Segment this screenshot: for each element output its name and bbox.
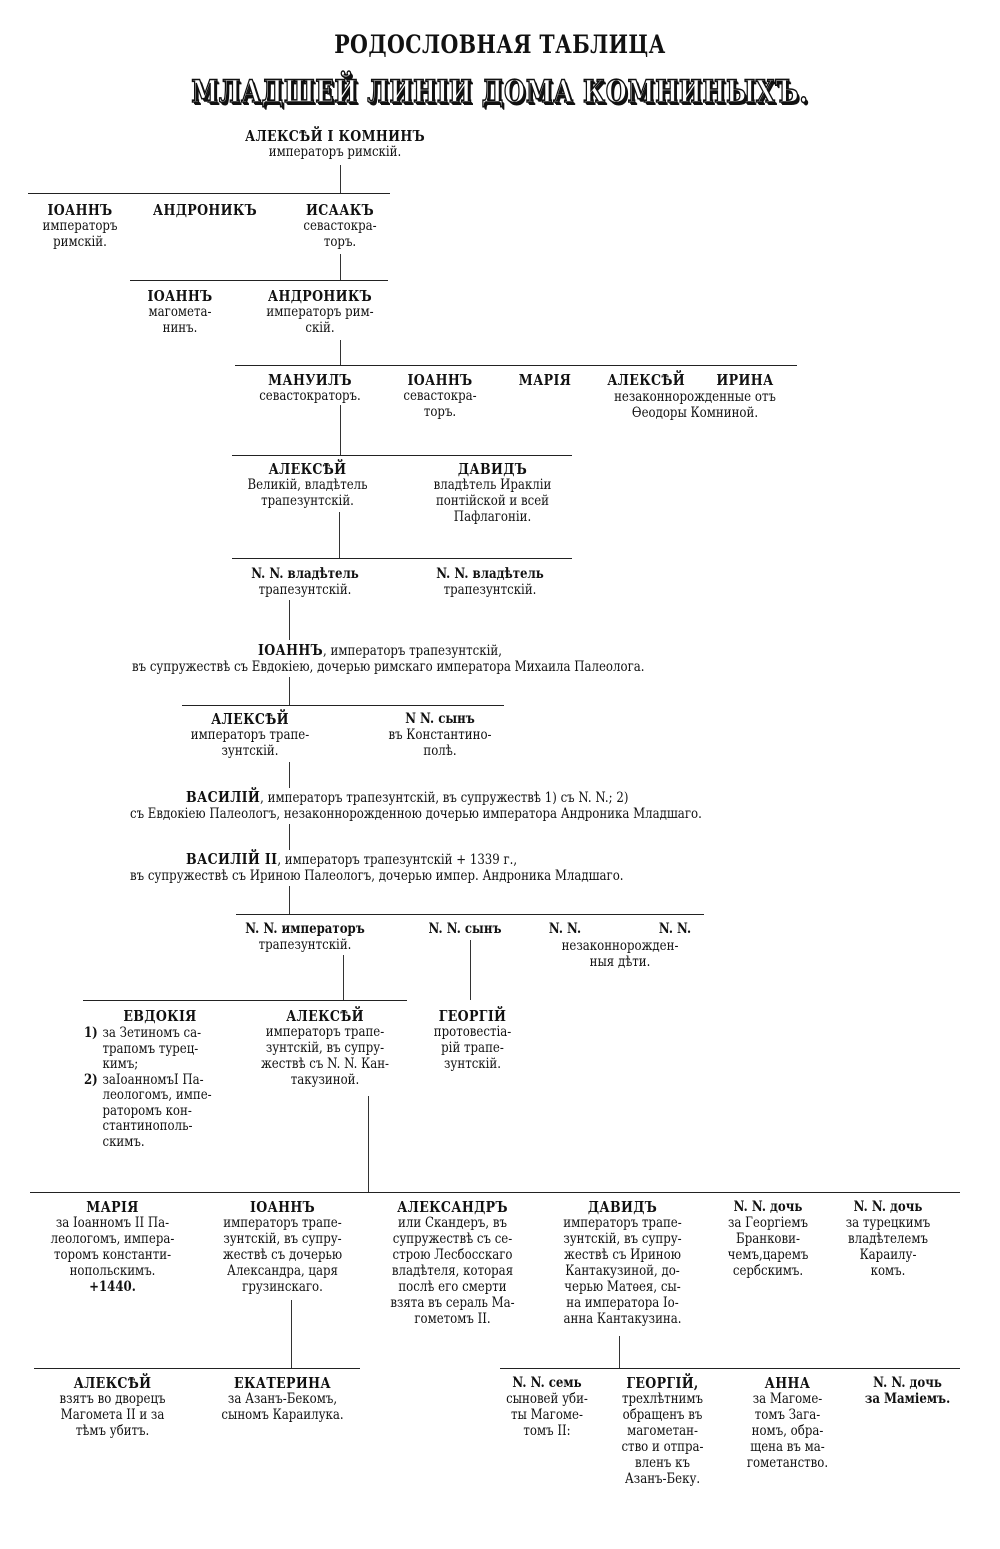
connector — [340, 405, 341, 455]
person-desc: взятъ во дворецъ — [59, 1391, 166, 1407]
person-david-emperor — [553, 1199, 692, 1327]
person-name: ГЕОРГІЙ — [438, 1007, 507, 1025]
person-desc: императоръ рим- — [266, 304, 374, 320]
person-desc: грузинскаго. — [242, 1279, 323, 1295]
person-desc: N N. сынъ — [405, 711, 475, 727]
person-desc: трапезунтскій. — [258, 937, 352, 953]
person-desc: N. N. — [658, 921, 692, 937]
person-name: АЛЕКСѢЙ — [73, 1374, 152, 1392]
person-desc: N. N. владѣтель — [436, 566, 544, 582]
person-name: МАРІЯ — [86, 1198, 139, 1216]
person-andronik — [150, 202, 259, 218]
person-desc: ство и отпра- — [621, 1439, 704, 1455]
connector — [339, 512, 340, 558]
generation-line — [182, 705, 504, 706]
person-desc: на императора Іо- — [566, 1295, 679, 1311]
person-name: АНДРОНИКЪ — [267, 287, 373, 305]
person-name: ІОАННЪ — [147, 287, 213, 305]
person-name: АЛЕКСѢЙ — [286, 1007, 364, 1025]
person-desc: за турецкимъ — [845, 1215, 931, 1231]
page-subtitle: МЛАДШЕЙ ЛИНІИ ДОМА КОМНИНЫХЪ. — [191, 74, 809, 110]
person-desc: такузиной. — [290, 1072, 360, 1088]
person-desc: томъ II: — [523, 1423, 571, 1439]
page-title: РОДОСЛОВНАЯ ТАБЛИЦА — [334, 30, 666, 59]
person-desc: полѣ. — [423, 743, 457, 759]
person-desc: владѣтелемъ — [848, 1231, 928, 1247]
person-desc: N. N. дочь — [873, 1375, 942, 1391]
person-desc: Великій, владѣтель — [247, 477, 368, 493]
person-desc: торъ. — [323, 234, 357, 250]
person-name: МАНУИЛЪ — [268, 371, 352, 389]
person-desc: черью Матѳея, сы- — [564, 1279, 681, 1295]
person-desc: сыновей уби- — [506, 1391, 588, 1407]
person-desc: Магомета II и за — [60, 1407, 165, 1423]
note-line: незаконнорожденные отъ — [614, 389, 776, 405]
generation-line — [34, 1368, 360, 1369]
person-desc: , императоръ трапезунтскій + 1339 г., — [277, 852, 518, 868]
connector — [340, 254, 341, 280]
ioann-line2: въ супружествѣ съ Евдокіею, дочерью римскаго императора Михаила Палеолога. — [132, 659, 645, 675]
person-ekaterina — [209, 1375, 356, 1423]
person-desc: трапезунтскій. — [261, 493, 354, 509]
person-desc: въ Константино- — [388, 727, 492, 743]
person-desc: зунтскій, въ супру- — [265, 1040, 385, 1056]
person-name: ИСААКЪ — [305, 201, 374, 219]
note-line: Ѳеодоры Комниной. — [631, 405, 759, 421]
person-evdokia-name — [122, 1008, 198, 1024]
person-desc: зунтскій, въ супру- — [223, 1231, 342, 1247]
person-ioann-sevastokrator — [394, 372, 486, 420]
person-nn-illegitimate-1 — [540, 921, 590, 937]
person-georgii-three-year — [614, 1375, 711, 1487]
marriage-1: 1) за Зетиномъ са- — [84, 1025, 202, 1041]
person-desc: императоръ трапе- — [223, 1215, 342, 1231]
person-david — [419, 461, 566, 525]
person-desc: севастократоръ. — [259, 388, 361, 404]
person-desc: N. N. владѣтель — [251, 566, 359, 582]
person-desc: жествѣ съ Ириною — [564, 1247, 681, 1263]
person-aleksei-kantakuzina — [258, 1008, 392, 1088]
person-desc: нинъ. — [162, 320, 198, 336]
person-desc: Кантакузиной, до- — [565, 1263, 680, 1279]
person-desc: за Георгіемъ — [727, 1215, 809, 1231]
person-name: ЕВДОКІЯ — [123, 1007, 197, 1025]
person-desc: императоръ трапе- — [563, 1215, 682, 1231]
person-desc: строю Лесбосскаго — [392, 1247, 513, 1263]
connector — [289, 886, 290, 914]
person-desc: тѣмъ убитъ. — [75, 1423, 150, 1439]
death-year: +1440. — [89, 1279, 136, 1295]
person-manuil — [251, 372, 369, 404]
person-desc: Пафлагоніи. — [453, 509, 532, 525]
connector — [291, 1300, 292, 1368]
person-maria — [511, 372, 578, 388]
person-desc: зунтскій. — [444, 1056, 501, 1072]
person-name: АЛЕКСАНДРЪ — [397, 1198, 508, 1216]
person-andronik-emperor — [257, 288, 383, 336]
person-desc: , императоръ трапезунтскій, — [323, 643, 502, 659]
person-desc: щена въ ма- — [750, 1439, 825, 1455]
illegitimate-children-note — [549, 938, 692, 970]
person-desc: за Маміемъ. — [864, 1391, 951, 1407]
vasilii2-line2: въ супружествѣ съ Ириною Палеологъ, дочерью импер. Андроника Младшаго. — [130, 868, 624, 884]
person-desc: номъ, обра- — [751, 1423, 824, 1439]
generation-line — [30, 1192, 960, 1193]
vasilii-line2: съ Евдокіею Палеологъ, незаконнорожденною дочерью императора Андроника Младшаго. — [130, 806, 702, 822]
person-name: ЕКАТЕРИНА — [234, 1374, 331, 1392]
person-name: АНДРОНИКЪ — [152, 201, 258, 219]
generation-line — [235, 365, 797, 366]
person-nn-illegitimate-2 — [650, 921, 700, 937]
person-name: МАРІЯ — [518, 371, 572, 389]
person-desc: сыномъ Караилука. — [221, 1407, 344, 1423]
person-desc: N. N. дочь — [733, 1199, 803, 1215]
connector — [289, 762, 290, 788]
connector — [368, 1096, 369, 1192]
person-nn-vladetel-1 — [234, 566, 377, 598]
person-aleksei-emperor — [183, 711, 317, 759]
generation-line — [232, 558, 572, 559]
person-desc: жествѣ съ дочерью — [222, 1247, 343, 1263]
person-desc: взята въ сераль Ма- — [390, 1295, 515, 1311]
person-nn-emperor — [238, 921, 372, 953]
person-desc: или Скандеръ, въ — [398, 1215, 507, 1231]
person-name: ІОАННЪ — [47, 201, 113, 219]
person-desc: севастокра- — [303, 218, 377, 234]
vasilii-line1 — [186, 789, 628, 806]
person-desc: Бранкови- — [736, 1231, 800, 1247]
person-desc: за Магоме- — [752, 1391, 823, 1407]
person-desc: торъ. — [423, 404, 457, 420]
connector — [470, 940, 471, 1000]
person-desc: императоръ трапе- — [265, 1024, 385, 1040]
person-desc: владѣтель Иракліи — [433, 477, 552, 493]
person-desc: , императоръ трапезунтскій, въ супружествѣ 1) съ N. N.; 2) — [260, 790, 629, 806]
person-name: ДАВИДЪ — [457, 460, 528, 478]
person-desc: за Іоанномъ II Па- — [55, 1215, 170, 1231]
person-aleksandr — [383, 1199, 522, 1327]
person-name: АЛЕКСѢЙ — [268, 460, 347, 478]
person-desc: N. N. семь — [512, 1375, 582, 1391]
person-desc: чемъ,царемъ — [727, 1247, 809, 1263]
person-ioann — [30, 202, 131, 250]
connector — [340, 165, 341, 193]
ioann-line1 — [258, 642, 502, 659]
person-desc: N. N. — [548, 921, 582, 937]
person-desc: послѣ его смерти — [398, 1279, 507, 1295]
person-desc: скій. — [305, 320, 335, 336]
connector — [289, 677, 290, 705]
person-maria-paleolog — [43, 1199, 182, 1295]
person-nn-daughter-mamiem — [859, 1375, 956, 1407]
person-name: АННА — [764, 1374, 811, 1392]
person-name: ІОАННЪ — [407, 371, 473, 389]
person-name: ВАСИЛІЙ — [186, 788, 261, 806]
person-desc: Азанъ-Беку. — [624, 1471, 701, 1487]
root-name: АЛЕКСѢЙ I КОМНИНЪ — [244, 127, 426, 145]
person-irina — [707, 372, 783, 388]
person-ioann-gruzinskago — [213, 1199, 352, 1295]
person-nn-seven-sons — [501, 1375, 593, 1439]
person-desc: севастокра- — [403, 388, 477, 404]
generation-line — [83, 1000, 407, 1001]
note-line: незаконнорожден- — [561, 938, 679, 954]
person-ioann-magometanin — [134, 288, 226, 336]
generation-line — [232, 455, 572, 456]
person-desc: N. N. дочь — [853, 1199, 923, 1215]
person-desc: N. N. сынъ — [428, 921, 502, 937]
person-desc: анна Кантакузина. — [563, 1311, 682, 1327]
person-name: АЛЕКСѢЙ — [607, 371, 686, 389]
person-desc: леологомъ, импера- — [50, 1231, 175, 1247]
connector — [289, 824, 290, 850]
person-desc: жествѣ съ N. N. Кан- — [260, 1056, 390, 1072]
person-desc: римскій. — [53, 234, 107, 250]
person-desc: трапезунтскій. — [258, 582, 352, 598]
person-nn-son-constantinople — [377, 711, 503, 759]
person-desc: магомета- — [148, 304, 212, 320]
generation-line — [130, 280, 388, 281]
person-desc: N. N. императоръ — [245, 921, 365, 937]
generation-line — [500, 1368, 960, 1369]
person-nn-vladetel-2 — [419, 566, 562, 598]
person-desc: трехлѣтнимъ — [621, 1391, 704, 1407]
person-desc: обращенъ въ — [622, 1407, 703, 1423]
note-line: ныя дѣти. — [589, 954, 651, 970]
person-desc: супружествѣ съ се- — [392, 1231, 513, 1247]
connector — [289, 600, 290, 640]
person-desc: магометан- — [627, 1423, 698, 1439]
person-georgii-protovestiarii — [424, 1008, 521, 1072]
person-nn-daughter-karailuk — [841, 1199, 935, 1279]
person-desc: императоръ — [42, 218, 118, 234]
person-desc: Караилу- — [859, 1247, 917, 1263]
person-desc: протовестіа- — [433, 1024, 512, 1040]
illegitimate-note — [603, 389, 788, 421]
person-desc: вленъ къ — [635, 1455, 690, 1471]
person-desc: понтійской и всей — [435, 493, 550, 509]
marriage-2: 2) заІоанномъІ Па- — [84, 1071, 204, 1088]
vasilii2-line1 — [186, 851, 517, 868]
person-aleksei-velikii — [234, 461, 381, 509]
person-desc: гометанство. — [746, 1455, 829, 1471]
connector — [343, 955, 344, 1000]
person-name: ДАВИДЪ — [587, 1198, 658, 1216]
generation-line — [28, 193, 390, 194]
person-aleksei — [607, 371, 686, 389]
person-desc: комъ. — [870, 1263, 906, 1279]
connector — [340, 340, 341, 365]
person-desc: ты Магоме- — [510, 1407, 583, 1423]
root-desc: императоръ римскій. — [268, 144, 402, 160]
person-desc: гометомъ II. — [414, 1311, 491, 1327]
person-evdokia-marriages: 1) за Зетиномъ са- трапомъ турец- кимъ; 2) заІоанномъІ Па- леологомъ, импе- раторомъ кон- стантинополь- скимъ. — [84, 1025, 212, 1150]
generation-line — [236, 914, 704, 915]
person-isaak — [290, 202, 391, 250]
person-desc: императоръ трапе- — [190, 727, 310, 743]
person-nn-daughter-brankovich — [721, 1199, 815, 1279]
person-anna — [739, 1375, 836, 1471]
person-desc: зунтскій. — [221, 743, 279, 759]
person-desc: торомъ константи- — [53, 1247, 172, 1263]
person-name: АЛЕКСѢЙ — [211, 710, 289, 728]
person-nn-son — [419, 921, 511, 937]
person-desc: рій трапе- — [441, 1040, 504, 1056]
person-name: ГЕОРГІЙ, — [626, 1374, 699, 1392]
root-node — [226, 128, 444, 160]
person-name: ІОАННЪ — [258, 641, 324, 659]
person-desc: зунтскій, въ супру- — [563, 1231, 682, 1247]
person-desc: трапезунтскій. — [443, 582, 537, 598]
person-desc: томъ Зага- — [754, 1407, 821, 1423]
person-aleksei-killed — [43, 1375, 182, 1439]
person-desc: за Азанъ-Бекомъ, — [227, 1391, 338, 1407]
person-desc: Александра, царя — [227, 1263, 338, 1279]
connector — [619, 1336, 620, 1368]
person-desc: нопольскимъ. — [69, 1263, 156, 1279]
person-name: ІОАННЪ — [249, 1198, 316, 1216]
person-desc: владѣтеля, которая — [391, 1263, 514, 1279]
person-name: ИРИНА — [716, 371, 774, 389]
person-name: ВАСИЛІЙ II — [186, 850, 278, 868]
person-desc: сербскимъ. — [732, 1263, 804, 1279]
